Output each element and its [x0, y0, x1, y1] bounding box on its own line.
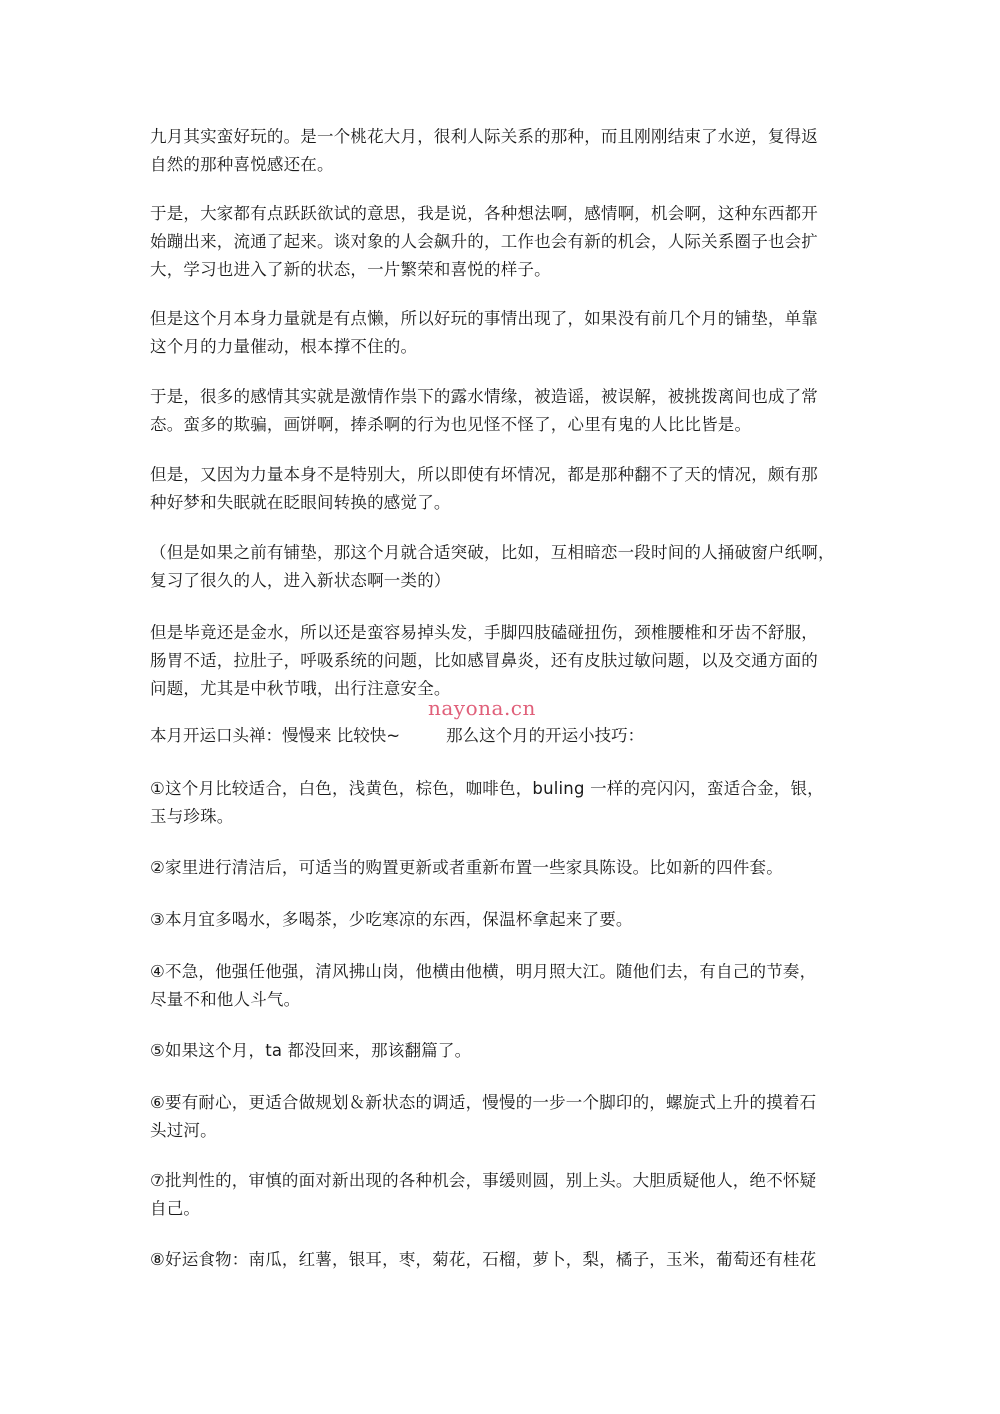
text-line: 玉与珍珠。	[150, 807, 234, 826]
text-line: 于是，很多的感情其实就是激情作祟下的露水情缘，被造谣，被误解，被挑拨离间也成了常	[150, 387, 818, 406]
paragraph-energy	[150, 305, 855, 361]
tip-4	[150, 958, 855, 1014]
text-line: 大，学习也进入了新的状态，一片繁荣和喜悦的样子。	[150, 260, 551, 279]
text-line: 种好梦和失眠就在眨眼间转换的感觉了。	[150, 493, 451, 512]
paragraph-health	[150, 619, 855, 703]
text-line: 始蹦出来，流通了起来。谈对象的人会飙升的，工作也会有新的机会，人际关系圈子也会扩	[150, 232, 818, 251]
text-line: ⑦批判性的，审慎的面对新出现的各种机会，事缓则圆，别上头。大胆质疑他人，绝不怀疑	[150, 1171, 817, 1190]
text-line: ④不急，他强任他强，清风拂山岗，他横由他横，明月照大江。随他们去，有自己的节奏，	[150, 962, 817, 981]
tip-5	[150, 1037, 855, 1065]
text-line: 这个月的力量催动，根本撑不住的。	[150, 337, 418, 356]
text-line: ①这个月比较适合，白色，浅黄色，棕色，咖啡色，buling 一样的亮闪闪，蛮适合金，银，	[150, 779, 824, 798]
paragraph-relationships	[150, 200, 855, 284]
tip-7	[150, 1167, 855, 1223]
text-line: 自然的那种喜悦感还在。	[150, 155, 334, 174]
text-line: ⑥要有耐心，更适合做规划＆新状态的调适，慢慢的一步一个脚印的，螺旋式上升的摸着石	[150, 1093, 817, 1112]
text-line: 九月其实蛮好玩的。是一个桃花大月，很利人际关系的那种，而且刚刚结束了水逆，复得返	[150, 127, 818, 146]
tip-1	[150, 775, 855, 831]
paragraph-breakthrough	[150, 539, 855, 595]
tip-6	[150, 1089, 855, 1145]
text-line: 肠胃不适，拉肚子，呼吸系统的问题，比如感冒鼻炎，还有皮肤过敏问题，以及交通方面的	[150, 651, 818, 670]
text-line: （但是如果之前有铺垫，那这个月就合适突破，比如，互相暗恋一段时间的人捅破窗户纸啊，	[150, 543, 835, 562]
watermark: nayona.cn	[428, 696, 536, 720]
text-line: 但是毕竟还是金水，所以还是蛮容易掉头发，手脚四肢磕碰扭伤，颈椎腰椎和牙齿不舒服，	[150, 623, 818, 642]
text-line: 复习了很久的人，进入新状态啊一类的）	[150, 571, 451, 590]
tip-3	[150, 906, 855, 934]
text-line: 于是，大家都有点跃跃欲试的意思，我是说，各种想法啊，感情啊，机会啊，这种东西都开	[150, 204, 818, 223]
paragraph-situation	[150, 461, 855, 517]
text-line: 尽量不和他人斗气。	[150, 990, 301, 1009]
text-line: ⑧好运食物：南瓜，红薯，银耳，枣，菊花，石榴，萝卜，梨，橘子，玉米，葡萄还有桂花	[150, 1250, 817, 1269]
text-line: 态。蛮多的欺骗，画饼啊，捧杀啊的行为也见怪不怪了，心里有鬼的人比比皆是。	[150, 415, 752, 434]
text-line: ②家里进行清洁后，可适当的购置更新或者重新布置一些家具陈设。比如新的四件套。	[150, 858, 783, 877]
text-line: ⑤如果这个月，ta 都没回来，那该翻篇了。	[150, 1041, 472, 1060]
text-line: 但是这个月本身力量就是有点懒，所以好玩的事情出现了，如果没有前几个月的铺垫，单靠	[150, 309, 818, 328]
monthly-slogan	[150, 722, 644, 750]
text-line: ③本月宜多喝水，多喝茶，少吃寒凉的东西，保温杯拿起来了要。	[150, 910, 633, 929]
slogan-text: 本月开运口头禅：慢慢来 比较快~	[150, 726, 401, 745]
tip-8	[150, 1246, 855, 1274]
text-line: 但是，又因为力量本身不是特别大，所以即使有坏情况，都是那种翻不了天的情况，颇有那	[150, 465, 818, 484]
paragraph-emotions	[150, 383, 855, 439]
tips-heading: 那么这个月的开运小技巧：	[446, 726, 645, 745]
paragraph-intro	[150, 123, 855, 179]
text-line: 问题，尤其是中秋节哦，出行注意安全。	[150, 679, 451, 698]
text-line: 自己。	[150, 1199, 201, 1218]
text-line: 头过河。	[150, 1121, 217, 1140]
tip-2	[150, 854, 855, 882]
